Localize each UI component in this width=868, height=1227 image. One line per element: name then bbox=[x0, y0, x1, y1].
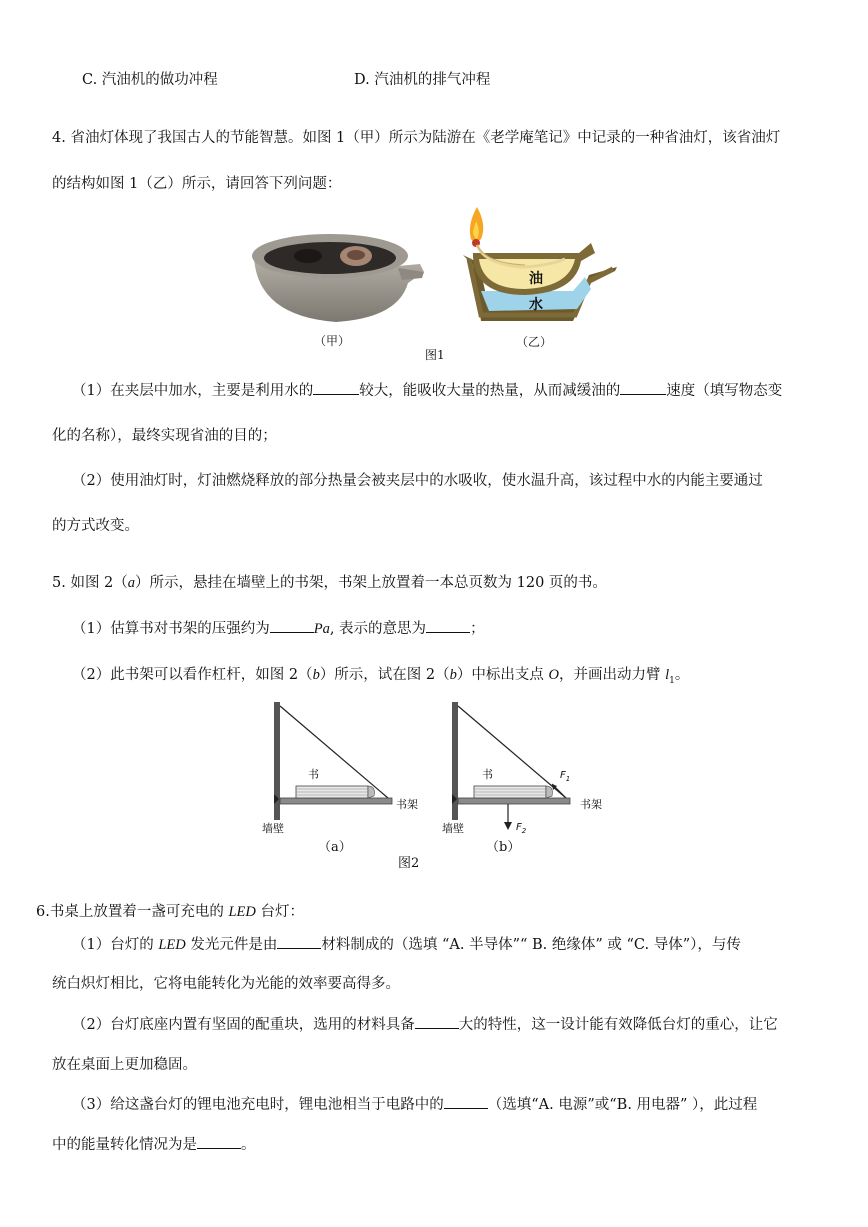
answer-blank[interactable] bbox=[444, 1094, 488, 1109]
label-wall: 墙壁 bbox=[262, 822, 284, 835]
label-f1: $F_1$ bbox=[560, 770, 571, 783]
answer-blank[interactable] bbox=[620, 380, 666, 395]
figure2a bbox=[262, 702, 418, 835]
fig2-caption-a: （a） bbox=[318, 840, 352, 855]
q4-part1-line1: （1）在夹层中加水，主要是利用水的 较大，能吸收大量的热量，从而减缓油的 速度（填写物态变 bbox=[72, 379, 782, 400]
q4-stem-line1: 4. 省油灯体现了我国古人的节能智慧。如图 1（甲）所示为陆游在《老学庵笔记》中记录的一种省油灯，该省油灯 bbox=[52, 130, 781, 146]
q4-stem-line2: 的结构如图 1（乙）所示，请回答下列问题： bbox=[52, 176, 342, 192]
answer-blank[interactable] bbox=[313, 380, 359, 395]
q4-part2-line2: 的方式改变。 bbox=[52, 518, 139, 534]
q5-part2: （2）此书架可以看作杠杆，如图 2（b）所示，试在图 2（b）中标出支点 O，并画出动力臂 $l_1$。 bbox=[72, 667, 690, 686]
label-water: 水 bbox=[529, 297, 543, 313]
answer-blank[interactable] bbox=[277, 934, 321, 949]
label-oil: 油 bbox=[529, 271, 543, 287]
label-shelf-b: 书架 bbox=[580, 798, 602, 811]
q6-stem: 6.书桌上放置着一盏可充电的 LED 台灯： bbox=[36, 904, 304, 920]
fig1-caption-b: （乙） bbox=[516, 335, 553, 349]
fig1-caption-a: （甲） bbox=[314, 334, 351, 348]
q4-part2-line1: （2）使用油灯时，灯油燃烧释放的部分热量会被夹层中的水吸收，使水温升高，该过程中水的内能主要通过 bbox=[72, 473, 763, 489]
label-shelf: 书架 bbox=[396, 798, 418, 811]
label-wall-b: 墙壁 bbox=[442, 822, 464, 835]
figure1-bowl-photo bbox=[248, 228, 426, 328]
q6-part2-line2: 放在桌面上更加稳固。 bbox=[52, 1057, 197, 1073]
q5-stem: 5. 如图 2（a）所示，悬挂在墙壁上的书架，书架上放置着一本总页数为 120 页的书。 bbox=[52, 575, 607, 591]
answer-blank[interactable] bbox=[415, 1014, 459, 1029]
label-f2: $F_2$ bbox=[516, 822, 527, 835]
fig1-title: 图1 bbox=[425, 348, 445, 362]
label-book-b: 书 bbox=[482, 768, 493, 781]
figure1-lamp-diagram bbox=[455, 203, 625, 333]
q6-part2-line1: （2）台灯底座内置有坚固的配重块，选用的材料具备 大的特性，这一设计能有效降低台灯的重心，让它 bbox=[72, 1013, 778, 1034]
fig2-caption-b: （b） bbox=[486, 840, 521, 855]
q6-part3-line2: 中的能量转化情况为是 。 bbox=[52, 1133, 256, 1154]
q5-part1: （1）估算书对书架的压强约为 Pa, 表示的意思为 ； bbox=[72, 617, 485, 638]
figure2-bookshelf bbox=[250, 700, 620, 860]
figure2b bbox=[442, 702, 602, 835]
answer-blank[interactable] bbox=[270, 618, 314, 633]
q4-part1-line2: 化的名称），最终实现省油的目的； bbox=[52, 428, 277, 444]
option-d: D. 汽油机的排气冲程 bbox=[354, 72, 491, 88]
answer-blank[interactable] bbox=[426, 618, 470, 633]
label-book: 书 bbox=[308, 768, 319, 781]
fig2-title: 图2 bbox=[398, 856, 420, 871]
answer-blank[interactable] bbox=[197, 1134, 241, 1149]
q6-part1-line1: （1）台灯的 LED 发光元件是由 材料制成的（选填 “A. 半导体”“ B. 绝缘体” 或 “C. 导体”），与传 bbox=[72, 933, 741, 954]
q6-part1-line2: 统白炽灯相比，它将电能转化为光能的效率要高得多。 bbox=[52, 976, 400, 992]
q6-part3-line1: （3）给这盏台灯的锂电池充电时，锂电池相当于电路中的 （选填“A. 电源”或“B. 用电器” ），此过程 bbox=[72, 1093, 757, 1114]
option-c: C. 汽油机的做功冲程 bbox=[82, 72, 218, 88]
